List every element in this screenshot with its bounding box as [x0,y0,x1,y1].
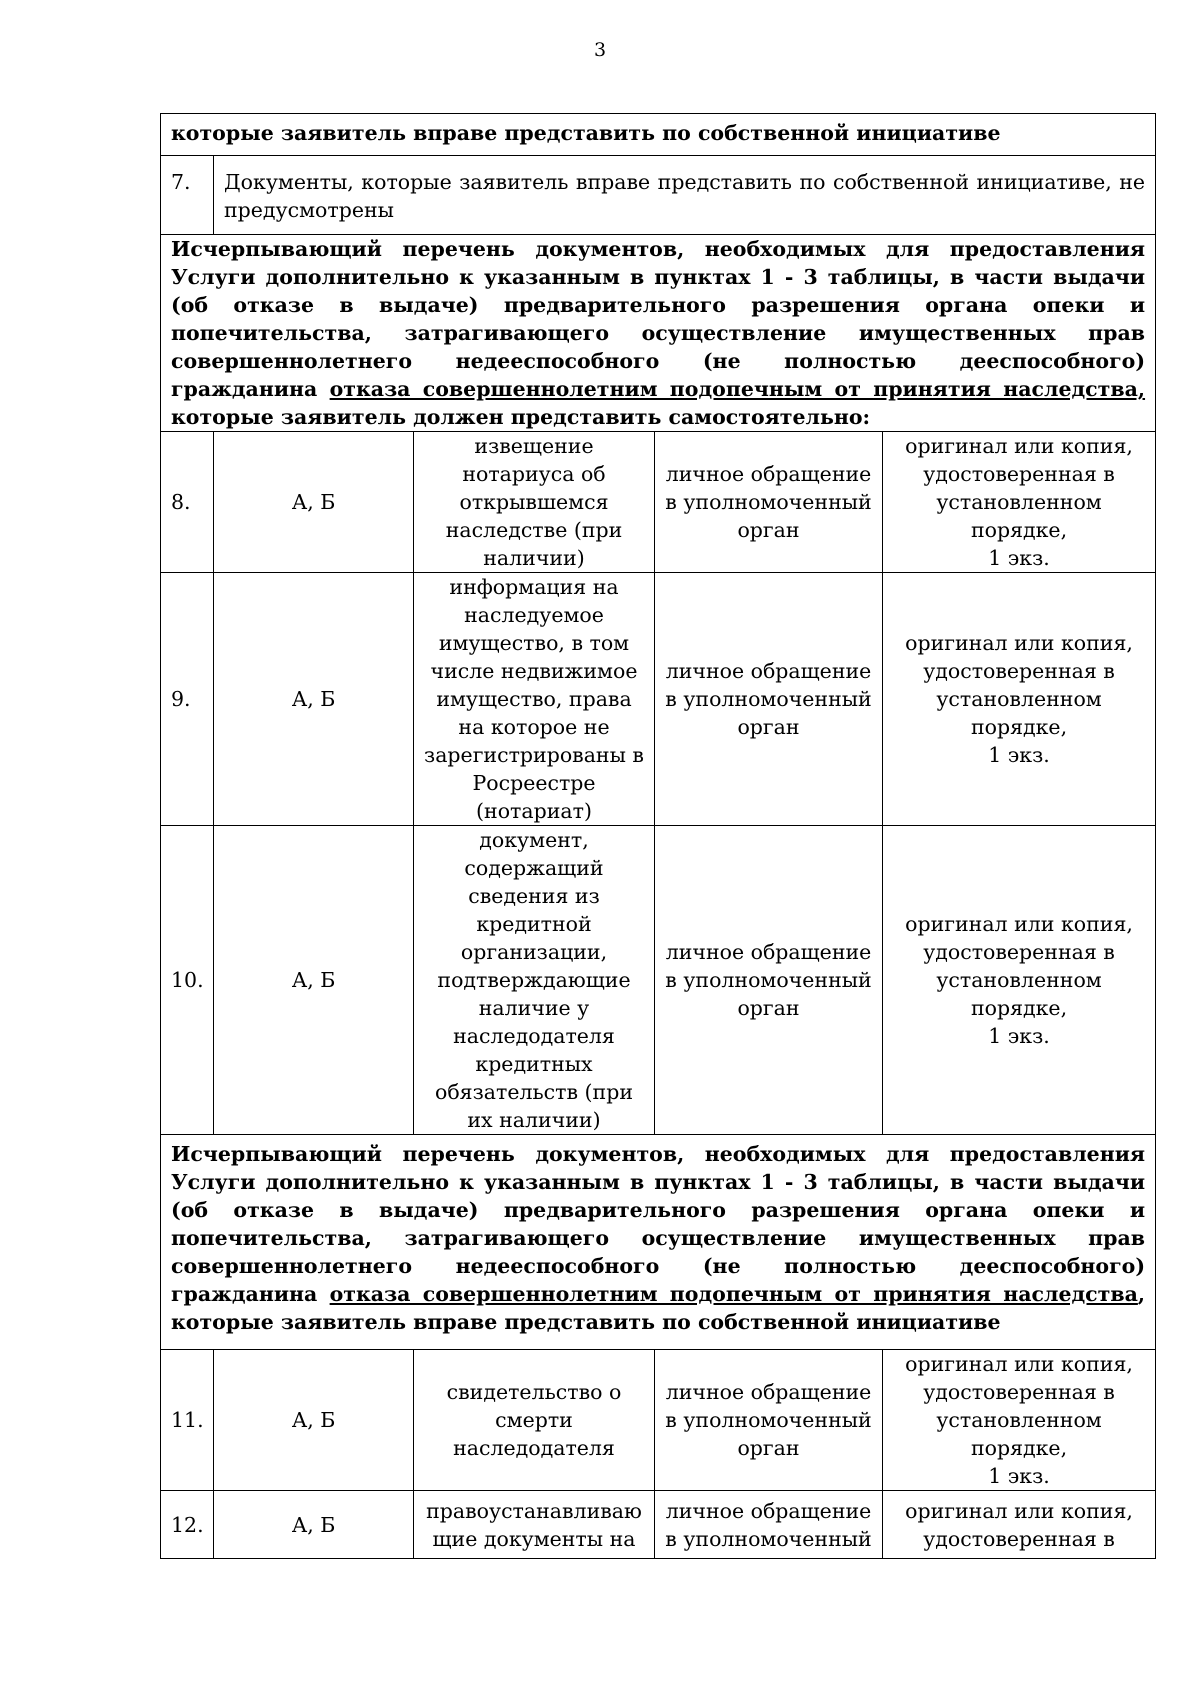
row-method: личное обращение в уполномоченный [655,1491,883,1559]
row-form: оригинал или копия, удостоверенная в установленном порядке, 1 экз. [883,1350,1156,1491]
table-row [161,826,1156,1135]
row-text: Документы, которые заявитель вправе представить по собственной инициативе, не предусмотрены [214,156,1156,235]
row-method: личное обращение в уполномоченный орган [655,573,883,826]
row-method: личное обращение в уполномоченный орган [655,1350,883,1491]
row-number: 7. [161,156,214,235]
table-row [161,1491,1156,1559]
row-document: информация на наследуемое имущество, в том числе недвижимое имущество, права на которое не зарегистрированы в Росреестре (нотариат) [414,573,655,826]
row-form: оригинал или копия, удостоверенная в установленном порядке, 1 экз. [883,826,1156,1135]
section-required-text-before: Исчерпывающий перечень документов, необходимых для предоставления Услуги дополнительно к указанным в пунктах 1 - 3 таблицы, в части выдачи (об отказе в выдаче) предварительного разрешения органа опеки и попечительства, затрагивающего осуществление имущественных прав совершеннолетнего недееспособного (не полностью дееспособного) гражданина [171,237,1146,401]
row-applicant: А, Б [214,1491,414,1559]
section-required-row [161,235,1156,432]
section-optional-text-after: , которые заявитель вправе представить по собственной инициативе [171,1282,1146,1334]
row-document: извещение нотариуса об открывшемся наследстве (при наличии) [414,432,655,573]
page-number: 3 [593,39,607,61]
section-optional-row [161,1135,1156,1350]
row-document: документ, содержащий сведения из кредитной организации, подтверждающие наличие у наследодателя кредитных обязательств (при их наличии) [414,826,655,1135]
row-number: 12. [161,1491,214,1559]
row-document: свидетельство о смерти наследодателя [414,1350,655,1491]
row-form: оригинал или копия, удостоверенная в установленном порядке, 1 экз. [883,573,1156,826]
section-optional-underlined: отказа совершеннолетним подопечным от принятия наследства [329,1282,1138,1306]
row-applicant: А, Б [214,826,414,1135]
row-applicant: А, Б [214,432,414,573]
row-form: оригинал или копия, удостоверенная в установленном порядке, 1 экз. [883,432,1156,573]
section-required-text-after: которые заявитель должен представить самостоятельно: [171,405,871,429]
section-required-underlined: отказа совершеннолетним подопечным от принятия наследства, [329,377,1146,401]
row-applicant: А, Б [214,1350,414,1491]
table-row [161,156,1156,235]
row-form: оригинал или копия, удостоверенная в [883,1491,1156,1559]
row-applicant: А, Б [214,573,414,826]
table-row [161,573,1156,826]
section-optional-text [161,1135,1156,1350]
row-method: личное обращение в уполномоченный орган [655,432,883,573]
row-number: 9. [161,573,214,826]
table-row [161,432,1156,573]
row-document: правоустанавливаю щие документы на [414,1491,655,1559]
table-header-row [161,114,1156,156]
table-row [161,1350,1156,1491]
documents-table [160,113,1156,1559]
row-number: 10. [161,826,214,1135]
row-method: личное обращение в уполномоченный орган [655,826,883,1135]
row-number: 8. [161,432,214,573]
row-number: 11. [161,1350,214,1491]
section-optional-text-before: Исчерпывающий перечень документов, необходимых для предоставления Услуги дополнительно к указанным в пунктах 1 - 3 таблицы, в части выдачи (об отказе в выдаче) предварительного разрешения органа опеки и попечительства, затрагивающего осуществление имущественных прав совершеннолетнего недееспособного (не полностью дееспособного) гражданина [171,1142,1146,1306]
section-required-text [161,235,1156,432]
section-header-text: которые заявитель вправе представить по собственной инициативе [161,114,1156,156]
